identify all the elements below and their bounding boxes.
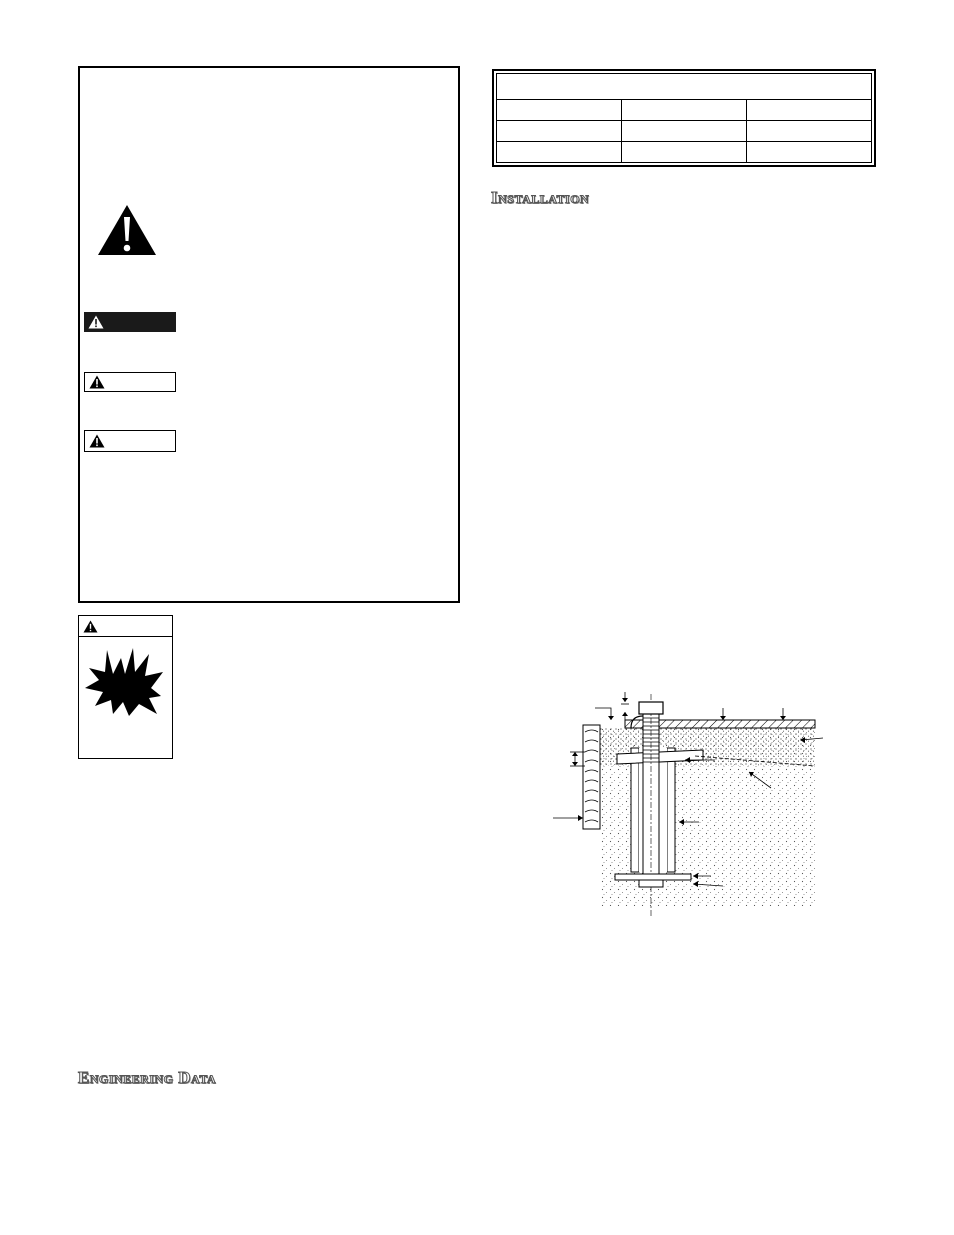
exclamation-triangle-icon bbox=[96, 203, 158, 257]
alert-triangle-icon bbox=[89, 434, 105, 448]
table-row bbox=[497, 142, 872, 163]
explosion-hazard-label bbox=[78, 615, 173, 759]
caution-signal-word bbox=[84, 430, 176, 452]
warning-signal-word bbox=[84, 372, 176, 392]
explosion-icon bbox=[83, 644, 167, 718]
table-cell bbox=[747, 121, 872, 142]
alert-triangle-icon bbox=[88, 315, 104, 329]
table-cell bbox=[622, 121, 747, 142]
table-header-2 bbox=[622, 100, 747, 121]
anchor-bolt-foundation-diagram bbox=[545, 688, 835, 918]
safety-information-box bbox=[78, 66, 460, 603]
engineering-table bbox=[496, 73, 872, 163]
danger-signal-word bbox=[84, 312, 176, 332]
alert-triangle-icon bbox=[83, 620, 98, 633]
engineering-data-heading: Engineering Data bbox=[78, 1068, 217, 1087]
table-header-1 bbox=[497, 100, 622, 121]
table-header-3 bbox=[747, 100, 872, 121]
table-cell bbox=[747, 142, 872, 163]
table-cell bbox=[497, 121, 622, 142]
table-caption bbox=[497, 74, 872, 100]
table-row bbox=[497, 121, 872, 142]
table-cell bbox=[497, 142, 622, 163]
table-cell bbox=[622, 142, 747, 163]
hazard-label-header bbox=[79, 616, 172, 637]
alert-triangle-icon bbox=[89, 375, 105, 389]
installation-heading: Installation bbox=[491, 188, 590, 207]
engineering-table-frame bbox=[492, 69, 876, 167]
